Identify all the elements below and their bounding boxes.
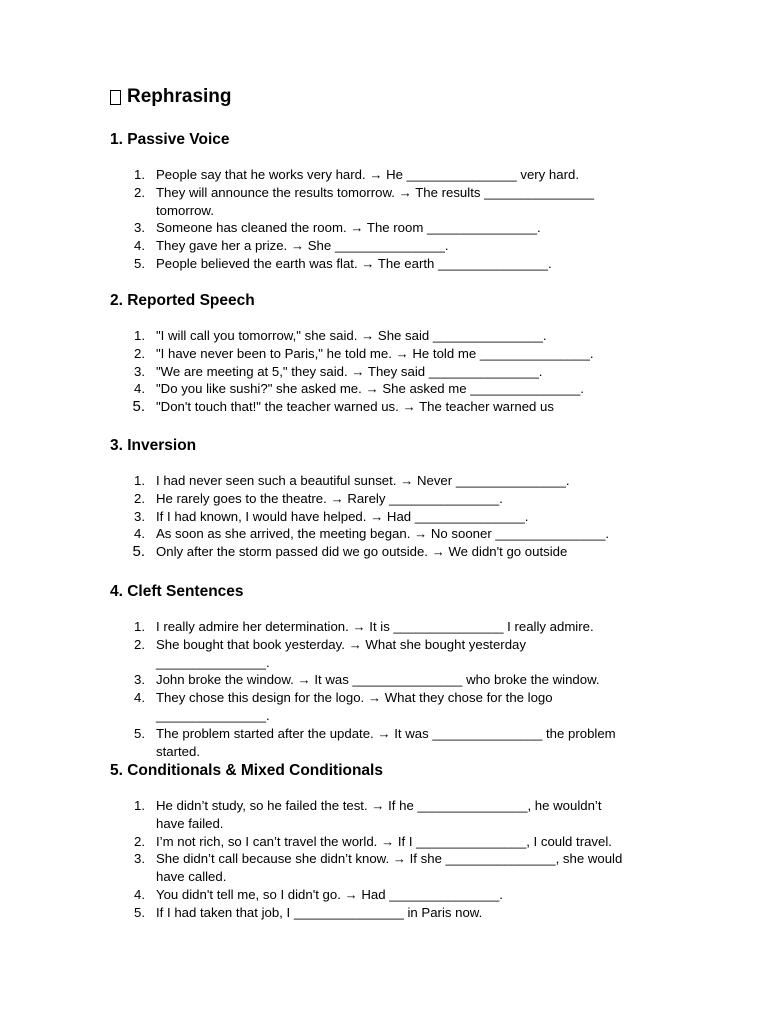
section-passive-voice xyxy=(110,130,710,273)
exercise-list xyxy=(110,327,710,416)
page-title-text: Rephrasing xyxy=(127,86,232,107)
list-item: 3. Someone has cleaned the room. → The room _______________. xyxy=(134,220,541,236)
list-item: 3. "We are meeting at 5," they said. → They said _______________. xyxy=(134,363,543,379)
exercise-list xyxy=(110,166,710,273)
page-title xyxy=(110,86,232,108)
list-item: 5. The problem started after the update. → It was _______________ the problem started. xyxy=(134,725,616,759)
section-heading: 3. Inversion xyxy=(110,437,197,454)
list-item: 3. She didn’t call because she didn’t know. → If she _______________, she would have called. xyxy=(134,851,623,885)
list-item: 5. "Don't touch that!" the teacher warned us. → The teacher warned us xyxy=(132,398,554,416)
section-reported-speech xyxy=(110,291,710,416)
list-item: 2. I’m not rich, so I can’t travel the world. → If I _______________, I could travel. xyxy=(134,833,612,849)
section-heading: 2. Reported Speech xyxy=(110,292,255,309)
list-item: 1. He didn’t study, so he failed the test. → If he _______________, he wouldn’t have failed. xyxy=(134,798,602,831)
list-item: 4. As soon as she arrived, the meeting began. → No sooner _______________. xyxy=(134,526,610,542)
list-item: 2. They will announce the results tomorrow. → The results _______________ tomorrow. xyxy=(134,184,595,218)
list-item: 5. Only after the storm passed did we go outside. → We didn't go outside xyxy=(132,543,568,561)
exercise-list xyxy=(110,618,710,760)
exercise-list xyxy=(110,472,710,561)
list-item: 1. "I will call you tomorrow," she said. → She said _______________. xyxy=(134,328,547,343)
section-heading: 5. Conditionals & Mixed Conditionals xyxy=(110,762,383,779)
section-conditionals xyxy=(110,761,710,922)
list-item: 4. "Do you like sushi?" she asked me. → She asked me _______________. xyxy=(134,381,584,397)
list-item: 4. They chose this design for the logo. → What they chose for the logo _______________. xyxy=(134,690,553,723)
list-item: 2. "I have never been to Paris," he told me. → He told me _______________. xyxy=(134,345,594,361)
section-heading: 4. Cleft Sentences xyxy=(110,583,244,600)
list-item: 1. People say that he works very hard. → He _______________ very hard. xyxy=(134,167,579,182)
section-cleft-sentences xyxy=(110,582,710,760)
document-icon xyxy=(110,90,121,105)
list-item: 5. People believed the earth was flat. → The earth _______________. xyxy=(134,255,552,271)
list-item: 3. If I had known, I would have helped. → Had _______________. xyxy=(134,508,529,524)
list-item: 5. If I had taken that job, I _______________ in Paris now. xyxy=(134,904,483,920)
section-inversion xyxy=(110,436,710,561)
list-item: 2. He rarely goes to the theatre. → Rarely _______________. xyxy=(134,490,503,506)
list-item: 3. John broke the window. → It was _______________ who broke the window. xyxy=(134,672,600,688)
exercise-list xyxy=(110,797,710,922)
section-heading: 1. Passive Voice xyxy=(110,131,230,148)
list-item: 1. I really admire her determination. → It is _______________ I really admire. xyxy=(134,619,594,634)
list-item: 4. They gave her a prize. → She _______________. xyxy=(134,238,449,254)
list-item: 1. I had never seen such a beautiful sunset. → Never _______________. xyxy=(134,473,570,488)
list-item: 4. You didn't tell me, so I didn't go. → Had _______________. xyxy=(134,886,503,902)
list-item: 2. She bought that book yesterday. → What she bought yesterday _______________. xyxy=(134,636,526,670)
